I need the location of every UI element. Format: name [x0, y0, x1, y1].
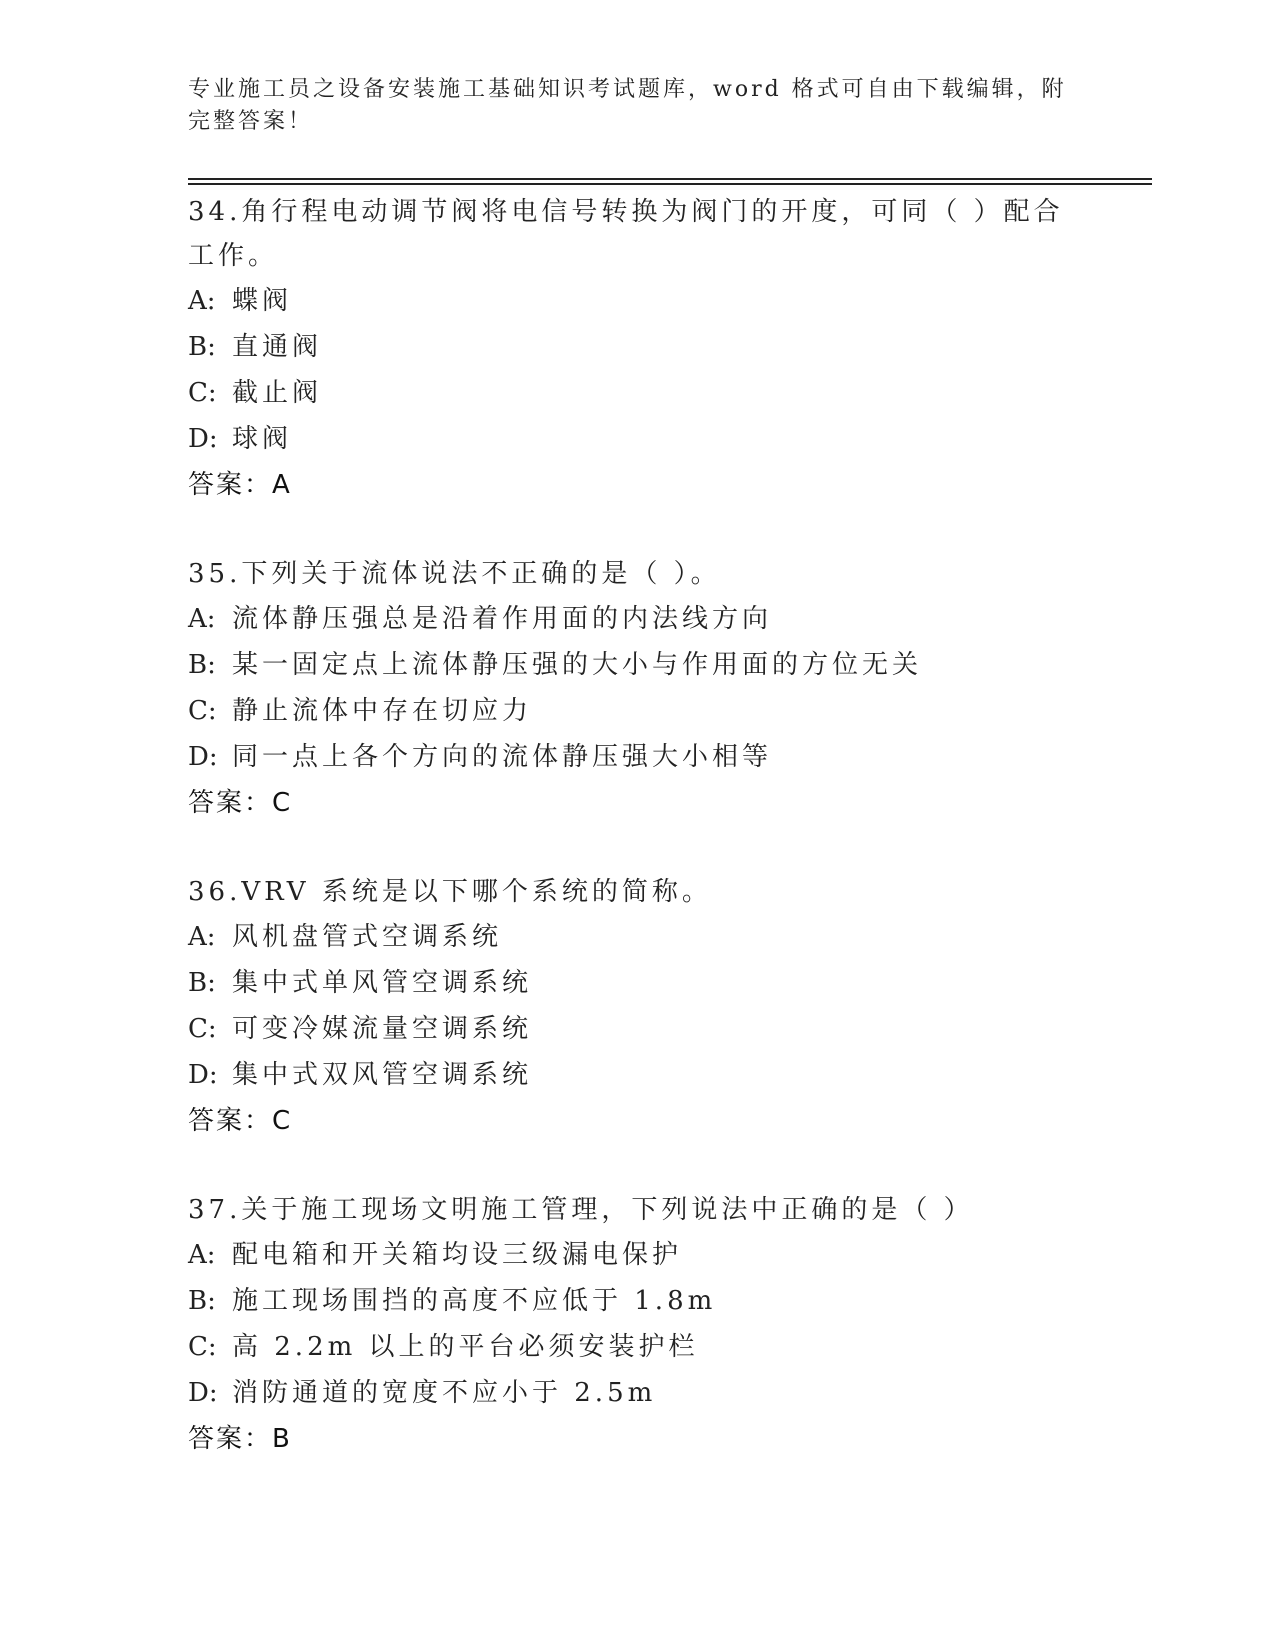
option-a — [188, 596, 1088, 642]
option-b — [188, 960, 1088, 1006]
option-letter: C: — [188, 1332, 217, 1362]
question-stem: 34.角行程电动调节阀将电信号转换为阀门的开度，可同（ ）配合工作。 — [188, 197, 1064, 271]
option-letter: A: — [188, 286, 216, 316]
option-text: 集中式单风管空调系统 — [232, 968, 533, 998]
answer-line: 答案：A — [188, 470, 292, 500]
question-36 — [188, 870, 1088, 1144]
option-letter: A: — [188, 922, 216, 952]
option-letter: B: — [188, 968, 216, 998]
option-d — [188, 1370, 1088, 1416]
option-b — [188, 324, 1088, 370]
question-34 — [188, 190, 1088, 508]
option-text: 配电箱和开关箱均设三级漏电保护 — [232, 1240, 683, 1270]
header-divider-bottom — [188, 183, 1152, 185]
header-divider-top — [188, 178, 1152, 180]
option-letter: A: — [188, 1240, 216, 1270]
option-text: 风机盘管式空调系统 — [232, 922, 503, 952]
option-text: 某一固定点上流体静压强的大小与作用面的方位无关 — [232, 650, 923, 680]
option-letter: C: — [188, 1014, 217, 1044]
option-d — [188, 1052, 1088, 1098]
option-letter: C: — [188, 696, 217, 726]
option-text: 施工现场围挡的高度不应低于 1.8m — [232, 1286, 717, 1316]
option-a — [188, 278, 1088, 324]
answer-line: 答案：C — [188, 788, 293, 818]
option-text: 蝶阀 — [232, 286, 293, 316]
option-text: 集中式双风管空调系统 — [232, 1060, 533, 1090]
option-c — [188, 688, 1088, 734]
option-letter: D: — [188, 1378, 218, 1408]
question-stem: 36.VRV 系统是以下哪个系统的简称。 — [188, 877, 712, 907]
option-text: 可变冷媒流量空调系统 — [232, 1014, 533, 1044]
option-c — [188, 1006, 1088, 1052]
option-c — [188, 1324, 1088, 1370]
option-text: 静止流体中存在切应力 — [232, 696, 533, 726]
option-b — [188, 1278, 1088, 1324]
option-d — [188, 734, 1088, 780]
option-a — [188, 914, 1088, 960]
option-a — [188, 1232, 1088, 1278]
option-letter: A: — [188, 604, 216, 634]
question-stem: 35.下列关于流体说法不正确的是（ ）。 — [188, 559, 721, 589]
option-text: 球阀 — [232, 424, 293, 454]
question-35 — [188, 552, 1088, 826]
option-letter: D: — [188, 742, 218, 772]
option-text: 消防通道的宽度不应小于 2.5m — [232, 1378, 657, 1408]
option-text: 同一点上各个方向的流体静压强大小相等 — [232, 742, 773, 772]
option-letter: D: — [188, 1060, 218, 1090]
option-b — [188, 642, 1088, 688]
question-list — [188, 190, 1088, 1506]
question-37 — [188, 1188, 1088, 1462]
option-d — [188, 416, 1088, 462]
option-c — [188, 370, 1088, 416]
document-header: 专业施工员之设备安装施工基础知识考试题库，word 格式可自由下载编辑，附完整答案！ — [188, 77, 1067, 134]
answer-line: 答案：C — [188, 1106, 293, 1136]
option-letter: B: — [188, 1286, 216, 1316]
option-letter: B: — [188, 650, 216, 680]
answer-line: 答案：B — [188, 1424, 292, 1454]
option-text: 高 2.2m 以上的平台必须安装护栏 — [232, 1332, 699, 1362]
option-text: 截止阀 — [232, 378, 323, 408]
option-letter: C: — [188, 378, 217, 408]
option-letter: D: — [188, 424, 218, 454]
option-letter: B: — [188, 332, 216, 362]
question-stem: 37.关于施工现场文明施工管理，下列说法中正确的是（ ） — [188, 1195, 974, 1225]
option-text: 流体静压强总是沿着作用面的内法线方向 — [232, 604, 773, 634]
option-text: 直通阀 — [232, 332, 323, 362]
